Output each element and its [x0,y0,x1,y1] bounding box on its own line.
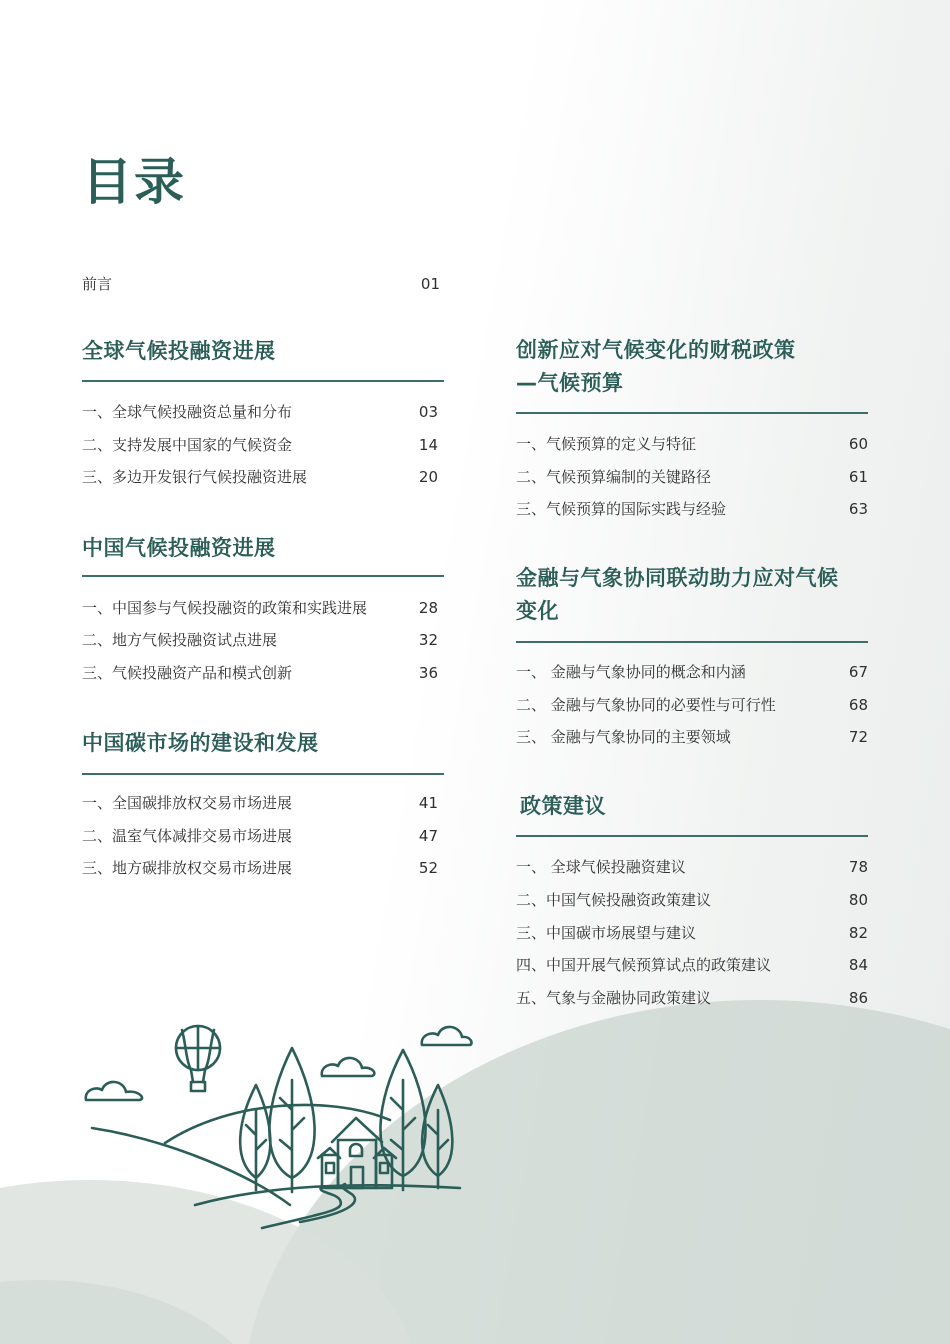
toc-entry[interactable] [516,467,868,487]
hill-line-middle [165,1105,390,1143]
toc-entry-page: 72 [848,728,868,746]
section-divider [82,380,444,382]
toc-entry[interactable] [516,923,868,943]
section-title [516,334,796,400]
toc-entry-page: 86 [848,989,868,1007]
cloud-icon [422,1027,472,1045]
toc-entry[interactable] [82,858,438,878]
section-divider [516,412,868,414]
page-title: 目录 [82,153,186,211]
tree-icon [240,1085,270,1190]
toc-entry-page: 32 [418,631,438,649]
section-title [516,562,839,628]
toc-entry-page: 03 [418,403,438,421]
cloud-icon [322,1058,375,1076]
toc-entry-page: 61 [848,468,868,486]
preface-label: 前言 [82,275,113,293]
toc-entry[interactable] [516,499,868,519]
toc-entry-page: 47 [418,827,438,845]
toc-entry-label: 一、 金融与气象协同的概念和内涵 [516,663,746,681]
toc-entry-page: 80 [848,891,868,909]
toc-entry-label: 一、气候预算的定义与特征 [516,435,697,453]
toc-entry-label: 二、地方气候投融资试点进展 [82,631,278,649]
toc-entry[interactable] [516,857,868,877]
toc-entry-page: 60 [848,435,868,453]
toc-entry[interactable] [82,467,438,487]
toc-entry[interactable] [82,663,438,683]
toc-entry-page: 68 [848,696,868,714]
toc-entry[interactable] [516,955,868,975]
toc-entry[interactable] [82,793,438,813]
toc-entry-label: 二、 金融与气象协同的必要性与可行性 [516,696,776,714]
toc-entry-label: 四、中国开展气候预算试点的政策建议 [516,956,772,974]
toc-entry-page: 63 [848,500,868,518]
section-title [82,532,276,565]
cloud-icon [86,1082,142,1100]
toc-entry[interactable] [82,598,438,618]
toc-entry[interactable] [82,630,438,650]
toc-entry-label: 三、中国碳市场展望与建议 [516,924,697,942]
section-divider [516,641,868,643]
toc-entry-page: 52 [418,859,438,877]
toc-entry[interactable] [516,988,868,1008]
toc-entry-label: 二、气候预算编制的关键路径 [516,468,712,486]
section-title [82,727,319,760]
toc-entry-label: 五、气象与金融协同政策建议 [516,989,712,1007]
toc-entry[interactable] [516,890,868,910]
section-title-line: 变化 [516,599,559,623]
toc-entry-label: 一、 全球气候投融资建议 [516,858,686,876]
toc-entry-label: 一、全球气候投融资总量和分布 [82,403,293,421]
toc-entry[interactable] [82,826,438,846]
section-divider [82,773,444,775]
section-title-line: 中国气候投融资进展 [82,536,276,560]
toc-entry[interactable] [82,402,438,422]
toc-entry[interactable] [516,434,868,454]
preface-entry[interactable] [82,274,440,294]
toc-entry-label: 一、中国参与气候投融资的政策和实践进展 [82,599,368,617]
section-divider [82,575,444,577]
section-title-line: —气候预算 [516,371,624,395]
toc-entry-label: 三、地方碳排放权交易市场进展 [82,859,293,877]
toc-entry-label: 三、气候投融资产品和模式创新 [82,664,293,682]
toc-entry-page: 28 [418,599,438,617]
toc-entry-page: 20 [418,468,438,486]
toc-entry-page: 41 [418,794,438,812]
toc-entry-page: 36 [418,664,438,682]
toc-entry[interactable] [516,695,868,715]
section-title-line: 金融与气象协同联动助力应对气候 [516,566,839,590]
hot-air-balloon-icon [176,1026,220,1091]
section-title-line: 全球气候投融资进展 [82,339,276,363]
toc-entry[interactable] [516,727,868,747]
section-title [520,790,606,823]
toc-entry-label: 三、气候预算的国际实践与经验 [516,500,727,518]
toc-entry-page: 67 [848,663,868,681]
toc-entry-label: 二、支持发展中国家的气候资金 [82,436,293,454]
toc-entry-label: 一、全国碳排放权交易市场进展 [82,794,293,812]
section-title-line: 中国碳市场的建设和发展 [82,731,319,755]
toc-entry-page: 78 [848,858,868,876]
toc-entry-page: 84 [848,956,868,974]
toc-entry-label: 三、 金融与气象协同的主要领域 [516,728,731,746]
toc-entry-label: 二、温室气体减排交易市场进展 [82,827,293,845]
toc-entry[interactable] [82,435,438,455]
tree-icon [269,1048,314,1192]
section-title [82,335,276,368]
toc-entry[interactable] [516,662,868,682]
preface-page: 01 [420,275,440,293]
toc-entry-page: 14 [418,436,438,454]
section-title-line: 政策建议 [520,794,606,818]
section-divider [516,835,868,837]
toc-entry-label: 三、多边开发银行气候投融资进展 [82,468,308,486]
toc-entry-page: 82 [848,924,868,942]
section-title-line: 创新应对气候变化的财税政策 [516,338,796,362]
toc-entry-label: 二、中国气候投融资政策建议 [516,891,712,909]
